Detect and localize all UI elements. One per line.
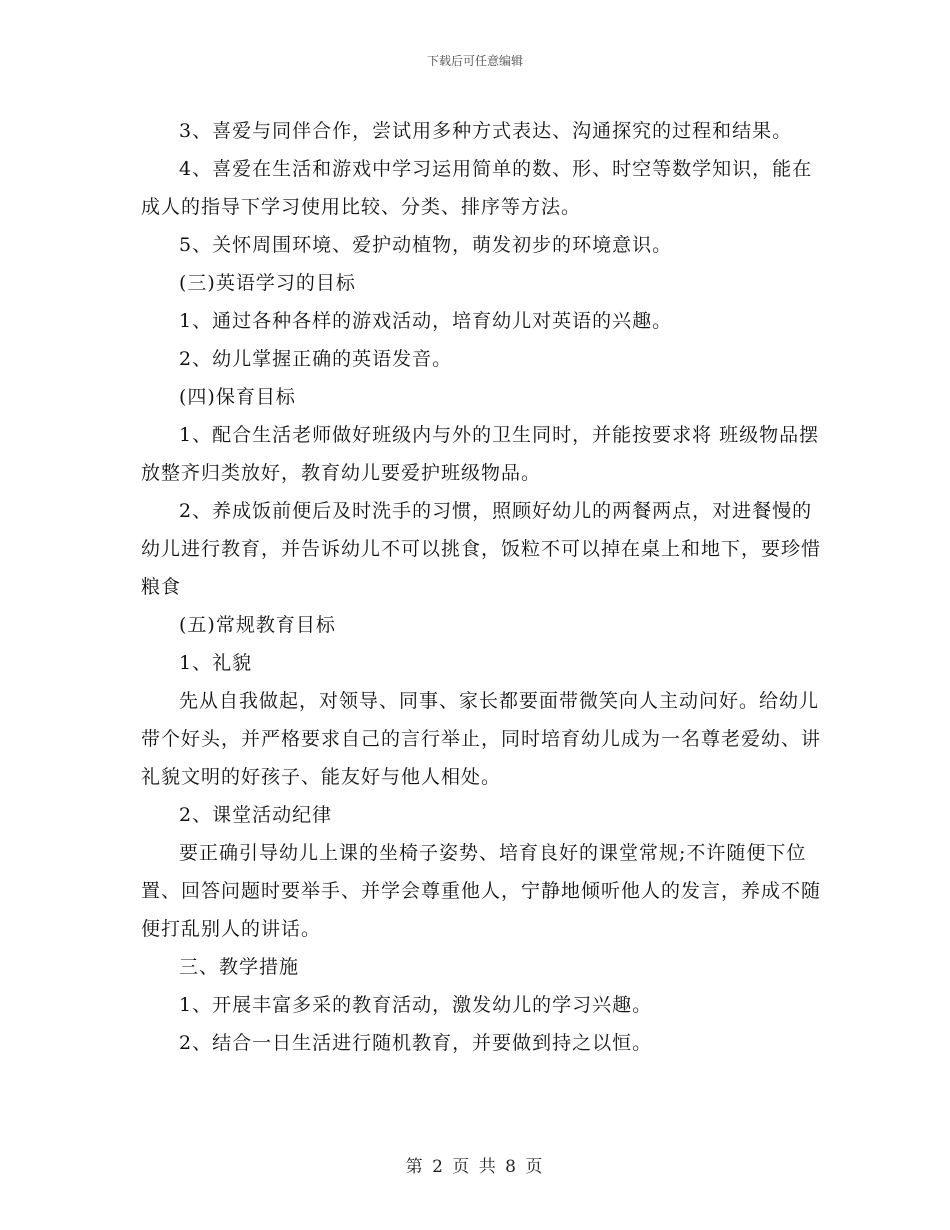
page-number-footer: 第 2 页 共 8 页 — [405, 1157, 545, 1177]
paragraph: 2、养成饭前便后及时洗手的习惯，照顾好幼儿的两餐两点，对进餐慢的幼儿进行教育，并告诉幼儿不可以挑食，饭粒不可以掉在桌上和地下，要珍惜粮食 — [141, 500, 822, 598]
section-heading: (四)保育目标 — [179, 386, 296, 408]
paragraph: 1、通过各种各样的游戏活动，培育幼儿对英语的兴趣。 — [179, 310, 673, 332]
page-header-note: 下载后可任意编辑 — [426, 54, 523, 68]
paragraph: 先从自我做起，对领导、同事、家长都要面带微笑向人主动问好。给幼儿带个好头，并严格要求自己的言行举止，同时培育幼儿成为一名尊老爱幼、讲礼貌文明的好孩子、能友好与他人相处。 — [141, 690, 822, 788]
paragraph: 1、开展丰富多采的教育活动，激发幼儿的学习兴趣。 — [179, 994, 653, 1016]
section-heading: 三、教学措施 — [179, 956, 300, 978]
subsection-heading: 1、礼貌 — [179, 652, 253, 674]
section-heading: (五)常规教育目标 — [179, 614, 336, 636]
paragraph: 1、配合生活老师做好班级内与外的卫生同时，并能按要求将 班级物品摆放整齐归类放好，教育幼儿要爱护班级物品。 — [141, 424, 820, 484]
paragraph: 5、关怀周围环境、爱护动植物，萌发初步的环境意识。 — [179, 234, 673, 256]
section-heading: (三)英语学习的目标 — [179, 272, 356, 294]
paragraph: 要正确引导幼儿上课的坐椅子姿势、培育良好的课堂常规;不许随便下位置、回答问题时要举手、并学会尊重他人，宁静地倾听他人的发言，养成不随便打乱别人的讲话。 — [141, 842, 822, 940]
paragraph: 2、结合一日生活进行随机教育，并要做到持之以恒。 — [179, 1032, 653, 1054]
paragraph: 3、喜爱与同伴合作，尝试用多种方式表达、沟通探究的过程和结果。 — [179, 120, 793, 142]
document-body — [141, 112, 821, 1062]
paragraph: 2、幼儿掌握正确的英语发音。 — [179, 348, 453, 370]
subsection-heading: 2、课堂活动纪律 — [179, 804, 333, 826]
paragraph: 4、喜爱在生活和游戏中学习运用简单的数、形、时空等数学知识，能在成人的指导下学习使用比较、分类、排序等方法。 — [141, 158, 813, 218]
